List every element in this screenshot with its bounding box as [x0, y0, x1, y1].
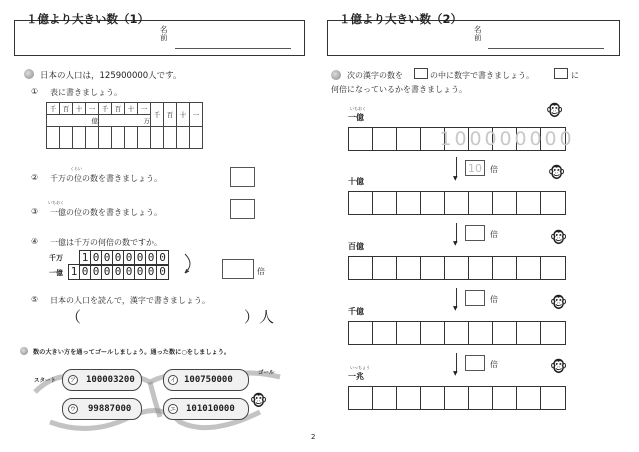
place-value-table [46, 102, 203, 149]
pv-head: 百 [112, 103, 125, 115]
bullet-icon [24, 69, 34, 79]
right-name-label: 名 前 [474, 25, 482, 42]
q5-close-paren: ）人 [244, 308, 275, 326]
q3-answer-box[interactable] [230, 199, 255, 219]
q1-text: 表に書きましょう。 [50, 88, 122, 97]
row1-label: 一億 [348, 113, 364, 122]
right-name-line [488, 48, 604, 49]
q4-number: ④ [31, 237, 39, 246]
pv-answer-cell[interactable] [190, 127, 203, 149]
pv-answer-cell[interactable] [60, 127, 73, 149]
left-name-line [175, 48, 291, 49]
pv-head: 百 [60, 103, 73, 115]
q4-answer-box[interactable] [222, 259, 254, 279]
right-page-title: １億より大きい数（2） [339, 12, 463, 26]
q5-answer-space[interactable] [86, 308, 246, 328]
down-arrow-head: ▼ [453, 305, 458, 312]
pv-head: 千 [47, 103, 60, 115]
row2-label: 十億 [348, 177, 364, 186]
monkey-icon: 🐵 [550, 294, 568, 312]
unit-oku: 億 [91, 117, 98, 125]
row5-ruby: いっちょう [350, 365, 370, 370]
row5-grid[interactable] [348, 386, 566, 410]
down-arrow-icon [456, 157, 457, 177]
q2-answer-box[interactable] [230, 167, 255, 187]
monkey-icon: 🐵 [550, 229, 568, 247]
left-intro: 日本の人口は，125900000人です。 [40, 71, 182, 81]
right-intro-2: 何倍になっているかを書きましょう。 [331, 85, 467, 94]
pv-answer-cell[interactable] [99, 127, 112, 149]
q4-text: 一億は千万の何倍の数ですか。 [50, 238, 162, 247]
q2-ruby: くらい [70, 166, 82, 171]
log-a-value: 100003200 [86, 375, 135, 385]
pv-answer-cell[interactable] [47, 127, 60, 149]
page-number: 2 [311, 433, 316, 441]
q5-number: ⑤ [31, 295, 39, 304]
row3-times-box[interactable] [465, 225, 485, 241]
monkey-icon: 🐵 [250, 392, 268, 410]
row1-traced-digits: 1 0 0 0 0 0 0 0 0 [439, 128, 572, 150]
row5-label: 一兆 [348, 372, 364, 381]
row5-suffix: 倍 [490, 360, 498, 369]
row4-grid[interactable] [348, 321, 566, 345]
sample-box-icon [414, 68, 428, 79]
row2-suffix: 倍 [490, 165, 498, 174]
monkey-icon: 🐵 [548, 164, 566, 182]
pv-answer-cell[interactable] [86, 127, 99, 149]
label-ichioku: 一億 [49, 269, 63, 277]
q2-number: ② [31, 173, 39, 182]
right-intro-b: の中に数字で書きましょう。 [430, 71, 534, 80]
row4-suffix: 倍 [490, 295, 498, 304]
left-page-title: １億より大きい数（1） [26, 12, 150, 26]
pv-head: 千 [99, 103, 112, 115]
log-c-mark: ウ [69, 406, 76, 413]
pv-answer-cell[interactable] [151, 127, 164, 149]
row3-label: 百億 [348, 242, 364, 251]
down-arrow-head: ▼ [453, 175, 458, 182]
q3-ruby: いちおく [48, 200, 64, 205]
log-b-value: 100750000 [184, 375, 233, 385]
label-senman: 千万 [49, 254, 63, 262]
row4-label: 千億 [348, 307, 364, 316]
right-intro-a: 次の漢字の数を [347, 71, 403, 80]
log-b-mark: イ [169, 377, 176, 384]
log-d-value: 101010000 [186, 404, 235, 414]
pv-head: 一 [190, 103, 203, 127]
log-c-value: 99887000 [88, 404, 132, 414]
pv-answer-cell[interactable] [177, 127, 190, 149]
row2-grid[interactable] [348, 191, 566, 215]
bullet-icon [20, 347, 28, 355]
row5-times-box[interactable] [465, 355, 485, 371]
pv-answer-cell[interactable] [125, 127, 138, 149]
row1-ruby: いちおく [350, 106, 366, 111]
q5-text: 日本の人口を読んで，漢字で書きましょう。 [50, 296, 210, 305]
sample-box-icon [554, 68, 568, 79]
pv-answer-cell[interactable] [138, 127, 151, 149]
q1-number: ① [31, 87, 39, 96]
pv-head: 千 [151, 103, 164, 127]
pv-answer-cell[interactable] [73, 127, 86, 149]
senman-digits: 1 0 0 0 0 0 0 0 [79, 250, 169, 266]
game-instructions: 数の大きい方を通ってゴールしましょう。通った数に○をしましょう。 [33, 349, 231, 356]
pv-answer-cell[interactable] [112, 127, 125, 149]
q4-suffix: 倍 [257, 267, 265, 276]
start-label: スタート [34, 378, 57, 384]
down-arrow-head: ▼ [453, 370, 458, 377]
left-name-label: 名 前 [160, 25, 168, 42]
pv-head: 十 [125, 103, 138, 115]
q3-number: ③ [31, 207, 39, 216]
bullet-icon [331, 70, 341, 80]
q2-text: 千万の位の数を書きましょう。 [50, 174, 162, 183]
log-a-mark: ア [69, 377, 76, 384]
pv-answer-cell[interactable] [164, 127, 177, 149]
pv-head: 一 [86, 103, 99, 115]
q3-text: 一億の位の数を書きましょう。 [50, 208, 162, 217]
pv-head: 百 [164, 103, 177, 127]
down-arrow-head: ▼ [453, 240, 458, 247]
log-d-mark: エ [169, 406, 176, 413]
row3-suffix: 倍 [490, 230, 498, 239]
q5-open-paren: （ [66, 308, 82, 326]
right-intro-c: に [571, 71, 579, 80]
unit-man: 万 [143, 117, 150, 125]
pv-head: 十 [177, 103, 190, 127]
pv-head: 十 [73, 103, 86, 115]
monkey-icon: 🐵 [546, 102, 564, 120]
goal-label: ゴール [258, 370, 275, 376]
row2-times-box[interactable] [465, 160, 485, 176]
curved-arrow-icon [182, 252, 196, 276]
monkey-icon: 🐵 [550, 358, 568, 376]
row4-times-box[interactable] [465, 290, 485, 306]
row2-times-value: 10 [468, 162, 482, 175]
pv-head: 一 [138, 103, 151, 115]
row3-grid[interactable] [348, 256, 566, 280]
ichioku-digits: 1 0 0 0 0 0 0 0 0 [68, 264, 169, 280]
